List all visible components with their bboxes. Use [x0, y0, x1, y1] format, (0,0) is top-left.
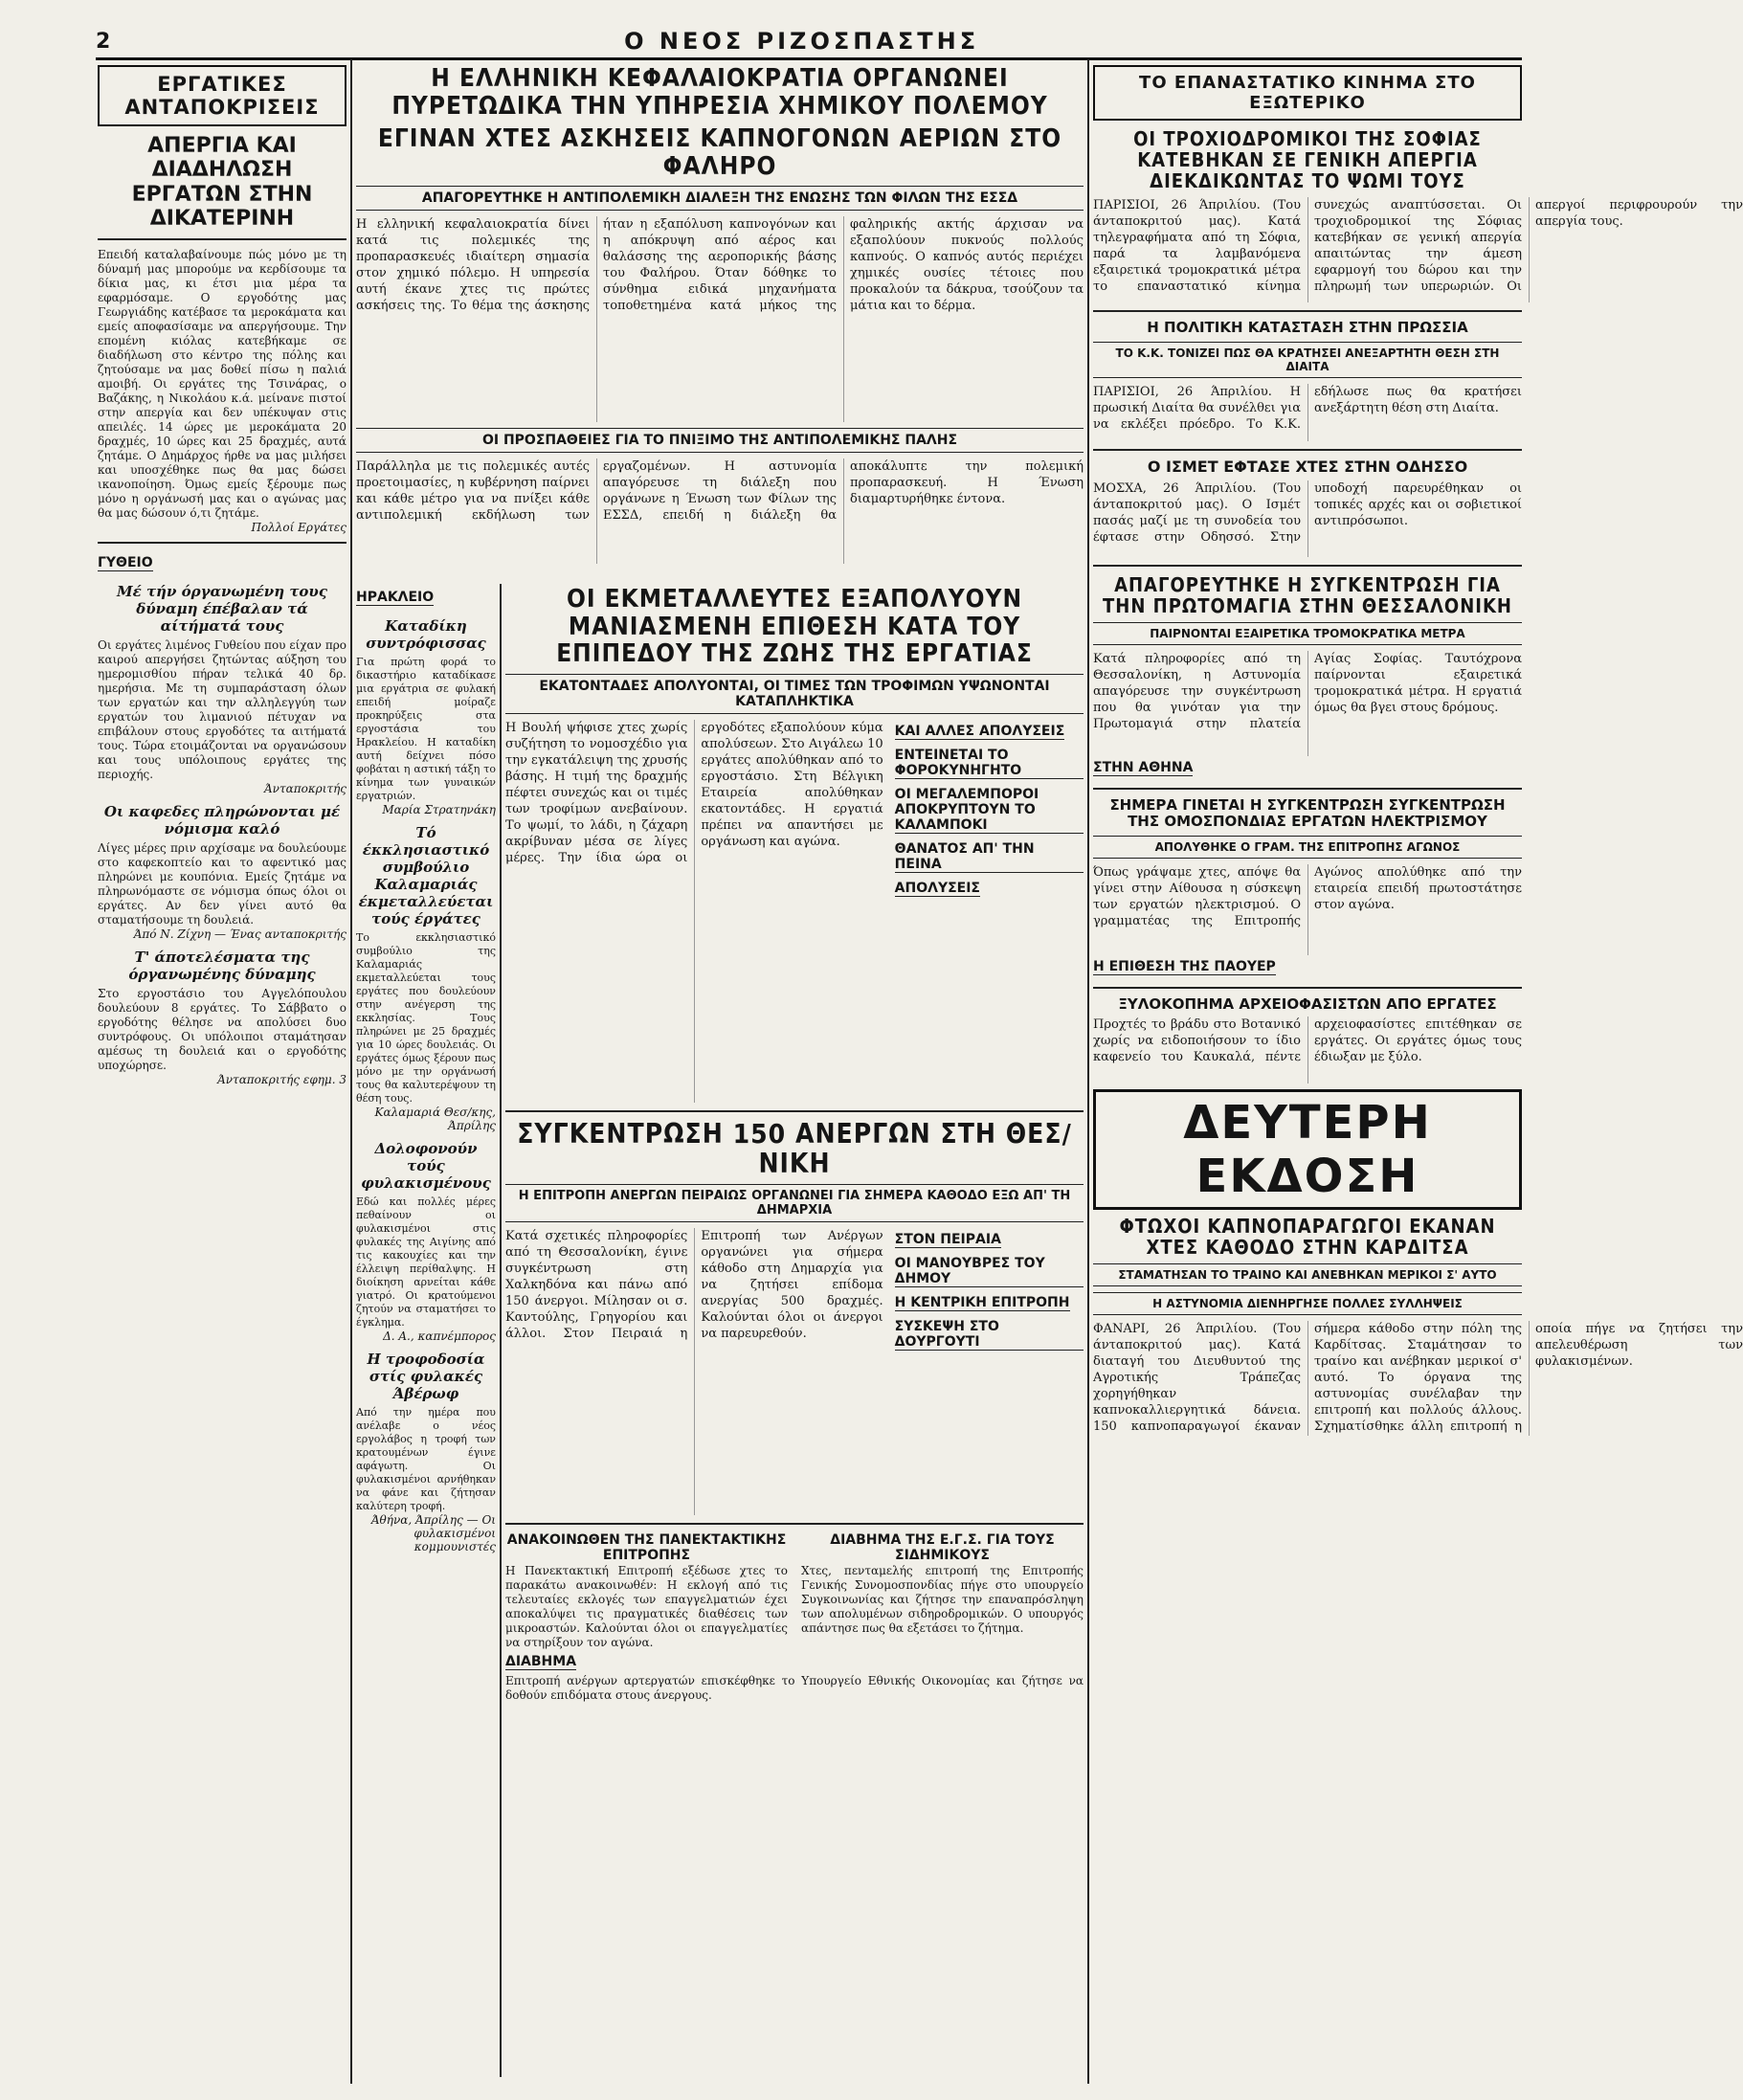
article-body: Επιτροπή ανέργων αρτεργατών επισκέφθηκε το Υπουργείο Εθνικής Οικονομίας και ζήτησε να δοθούν επιδόματα στους άνεργους. [505, 1673, 1084, 1702]
side-head: ΕΝΤΕΙΝΕΤΑΙ ΤΟ ΦΟΡΟΚΥΝΗΓΗΤΟ [895, 748, 1084, 779]
newspaper-title: Ο ΝΕΟΣ ΡΙΖΟΣΠΑΣΤΗΣ [624, 28, 980, 55]
article-body: Στο εργοστάσιο του Αγγελόπουλου δουλεύουν 8 εργάτες. Το Σάββατο ο εργοδότης θέλησε να απολύσει δυο συντρόφους. Οι υπόλοιποι σταμάτησαν αμέσως τη δουλειά και ο εργοδότης υποχώρησε. [98, 987, 346, 1073]
article-body: Επειδή καταλαβαίνουμε πώς μόνο με τη δύναμή μας μπορούμε να κερδίσουμε τα δίκια μας, κι έτσι μια μέρα τα εφαρμόσαμε. Ο εργοδότης μας Γεωργιάδης κατέβασε τα μεροκάματα και εμείς αποφασίσαμε να απεργήσουμε. Την επομένη κιόλας κατεβήκαμε σε διαδήλωση στο κέντρο της πόλης και ζητούσαμε να μας δοθεί πίσω η παλιά αμοιβή. Οι εργάτες της Τσινάρας, ο Βαζάκης, η Νικολάου κ.ά. μείνανε πιστοί στην απεργία και δεν υπέκυψαν στις απειλές. 14 ώρες με μεροκάματα 20 δραχμές, 10 ώρες και 25 δραχμές, αυτά ζητάμε. Ο Δημάρχος ήρθε να μας μιλήσει και υποσχέθηκε πως θα μας δώσει ικανοποίηση. Όμως εμείς ξέρουμε πως μόνο η οργάνωσή μας και ο αγώνας μας θα μας δώσουν ό,τι ζητάμε. [98, 248, 346, 521]
section-head: ΓΥΘΕΙΟ [98, 555, 153, 571]
article-body: Από την ημέρα που ανέλαβε ο νέος εργολάβος η τροφή των κρατουμένων έγινε αφάγωτη. Οι φυλακισμένοι αρνήθηκαν να φάνε και ζήτησαν καλύτερη τροφή. [356, 1406, 496, 1512]
column-rule [1087, 59, 1089, 2084]
article-body: Όπως γράψαμε χτες, απόψε θα γίνει στην Αίθουσα η σύσκεψη των εργατών ηλεκτρισμού. Ο γραμματέας της Επιτροπής Αγώνος απολύθηκε από την εταιρεία επειδή πρωτοστάτησε στον αγώνα. [1093, 865, 1522, 929]
announcement-body: Η Πανεκτακτική Επιτροπή εξέδωσε χτες το παρακάτω ανακοινωθέν: Η εκλογή από τις τελευταίες εκλογές των επαγγελματιών έχει αποκαλύψει τις πραγματικές διαθέσεις των μικροαστών. Καλούνται όλοι οι επαγγελματίες να στηρίξουν τον αγώνα. [505, 1563, 788, 1649]
divider [505, 1110, 1084, 1112]
mid-left-column [356, 586, 496, 2079]
headline: ΟΙ ΕΚΜΕΤΑΛΛΕΥΤΕΣ ΕΞΑΠΟΛΥΟΥΝ ΜΑΝΙΑΣΜΕΝΗ ΕΠΙΘΕΣΗ ΚΑΤΑ ΤΟΥ ΕΠΙΠΕΔΟΥ ΤΗΣ ΖΩΗΣ ΤΗΣ ΕΡΓΑΤΙΑΣ [556, 585, 1033, 669]
subheadline: Η ΕΠΙΤΡΟΠΗ ΑΝΕΡΓΩΝ ΠΕΙΡΑΙΩΣ ΟΡΓΑΝΩΝΕΙ ΓΙΑ ΣΗΜΕΡΑ ΚΑΘΟΔΟ ΕΞΩ ΑΠ' ΤΗ ΔΗΜΑΡΧΙΑ [505, 1184, 1084, 1222]
center-top [356, 65, 1084, 582]
side-head: ΚΑΙ ΑΛΛΕΣ ΑΠΟΛΥΣΕΙΣ [894, 723, 1065, 739]
signature: Δ. Α., καπνέμπορος [383, 1329, 496, 1343]
divider [1093, 788, 1522, 790]
subheadline: ΟΙ ΠΡΟΣΠΑΘΕΙΕΣ ΓΙΑ ΤΟ ΠΝΙΞΙΜΟ ΤΗΣ ΑΝΤΙΠΟΛΕΜΙΚΗΣ ΠΑΛΗΣ [356, 428, 1084, 453]
divider [98, 238, 346, 240]
headline: Η ΕΛΛΗΝΙΚΗ ΚΕΦΑΛΑΙΟΚΡΑΤΙΑ ΟΡΓΑΝΩΝΕΙ ΠΥΡΕΤΩΔΙΚΑ ΤΗΝ ΥΠΗΡΕΣΙΑ ΧΗΜΙΚΟΥ ΠΟΛΕΜΟΥ [391, 64, 1048, 121]
right-column [1093, 65, 1743, 2085]
divider [505, 1523, 1084, 1525]
article-body: Η Βουλή ψήφισε χτες χωρίς συζήτηση το νομοσχέδιο για την εγκατάλειψη της χρυσής βάσης. Η τιμή της δραχμής πέφτει συνεχώς και οι τιμές των τροφίμων ανεβαίνουν. Το ψωμί, το λάδι, η ζάχαρη ακρίβυναν μέσα σε λίγες μέρες. Την ίδια ώρα οι εργοδότες εξαπολύουν κύμα απολύσεων. Στο Αιγάλεω 10 εργάτες απολύθηκαν από το εργοστάσιο. Στη Βέλγικη Εταιρεία απολύθηκαν εκατοντάδες. Η εργατιά πρέπει να απαντήσει με οργάνωση και αγώνα. [505, 720, 883, 865]
headline: ΣΥΓΚΕΝΤΡΩΣΗ 150 ΑΝΕΡΓΩΝ ΣΤΗ ΘΕΣ/ΝΙΚΗ [517, 1117, 1072, 1179]
side-head: ΘΑΝΑΤΟΣ ΑΠ' ΤΗΝ ΠΕΙΝΑ [895, 841, 1084, 873]
subheadline: ΠΑΙΡΝΟΝΤΑΙ ΕΞΑΙΡΕΤΙΚΑ ΤΡΟΜΟΚΡΑΤΙΚΑ ΜΕΤΡΑ [1093, 622, 1522, 645]
article-block [505, 1228, 1084, 1515]
article-body: ΦΑΝΑΡΙ, 26 Άπριλίου. (Του άνταποκριτού μας). Κατά διαταγή του Διευθυντού της Αγροτικής Τράπεζας χορηγήθηκαν καπνοκαλλιεργητικά δάνεια. 150 καπνοπαραγωγοί έκαναν σήμερα κάθοδο στην πόλη της Καρδίτσας. Σταμάτησαν το τραίνο και ανέβηκαν μερικοί σ' αυτό. Το όργανα της αστυνομίας συνέλαβαν την επιτροπή και πολλούς άλλους. Σχηματίσθηκε άλλη επιτροπή η οποία πήγε να ζητήσει την απελευθέρωση των φυλακισμένων. [1093, 1322, 1743, 1435]
article-title: Η τροφοδοσία στίς φυλακές Άβέρωφ [367, 1351, 485, 1402]
divider [1093, 987, 1522, 989]
article-title: Καταδίκη συντρόφισσας [366, 617, 486, 652]
article-block [505, 720, 1084, 1103]
subheadline: ΣΤΑΜΑΤΗΣΑΝ ΤΟ ΤΡΑΙΝΟ ΚΑΙ ΑΝΕΒΗΚΑΝ ΜΕΡΙΚΟΙ Σ' ΑΥΤΟ [1093, 1263, 1522, 1286]
memorandum-title: ΔΙΑΒΗΜΑ ΤΗΣ Ε.Γ.Σ. ΓΙΑ ΤΟΥΣ ΣΙΔΗΜΙΚΟΥΣ [830, 1532, 1055, 1564]
divider [1093, 310, 1522, 312]
section-head: ΗΡΑΚΛΕΙΟ [356, 590, 435, 605]
side-head: ΣΤΟΝ ΠΕΙΡΑΙΑ [894, 1232, 1001, 1248]
headline: ΟΙ ΤΡΟΧΙΟΔΡΟΜΙΚΟΙ ΤΗΣ ΣΟΦΙΑΣ ΚΑΤΕΒΗΚΑΝ ΣΕ ΓΕΝΙΚΗ ΑΠΕΡΓΙΑ ΔΙΕΚΔΙΚΩΝΤΑΣ ΤΟ ΨΩΜΙ ΤΟΥΣ [1133, 127, 1482, 192]
section-banner: ΕΡΓΑΤΙΚΕΣ ΑΝΤΑΠΟΚΡΙΣΕΙΣ [98, 65, 346, 126]
column-rule [350, 59, 352, 2084]
article-body: ΜΟΣΧΑ, 26 Άπριλίου. (Του άνταποκριτού μας). Ο Ισμέτ πασάς μαζί με τη συνοδεία του έφτασε στην Οδησσό. Στην υποδοχή παρευρέθηκαν οι τοπικές αρχές και οι σοβιετικοί αντιπρόσωποι. [1093, 480, 1522, 545]
signature: Άθήνα, Άπρίλης — Οι φυλακισμένοι κομμουνιστές [370, 1513, 496, 1553]
article-title: Τό έκκλησιαστικό συμβούλιο Καλαμαριάς έκμεταλλεύεται τούς έργάτες [358, 824, 494, 927]
article-body: Εδώ και πολλές μέρες πεθαίνουν οι φυλακισμένοι στις φυλακές της Αιγίνης από τις κακουχίες και την έλλειψη περίθαλψης. Η διοίκηση αρνείται κάθε γιατρό. Οι κρατούμενοι ζητούν να σταματήσει το έγκλημα. [356, 1195, 496, 1329]
headline: ΞΥΛΟΚΟΠΗΜΑ ΑΡΧΕΙΟΦΑΣΙΣΤΩΝ ΑΠΟ ΕΡΓΑΤΕΣ [1118, 995, 1497, 1014]
article-body: Προχτές το βράδυ στο Βοτανικό χωρίς να ειδοποιήσουν το ίδιο καφενείο του Καυκαλά, πέντε αρχειοφασίστες επιτέθηκαν σε εργάτες. Οι εργάτες όμως τους έδιωξαν με ξύλο. [1093, 1017, 1522, 1065]
article-title: Τ' άποτελέσματα της όργανωμένης δύναμης [128, 949, 316, 984]
headline: ΣΗΜΕΡΑ ΓΙΝΕΤΑΙ Η ΣΥΓΚΕΝΤΡΩΣΗ ΣΥΓΚΕΝΤΡΩΣΗ ΤΗΣ ΟΜΟΣΠΟΝΔΙΑΣ ΕΡΓΑΤΩΝ ΗΛΕΚΤΡΙΣΜΟΥ [1109, 795, 1506, 830]
signature: Πολλοί Εργάτες [251, 521, 346, 535]
divider [1093, 565, 1522, 567]
side-head: ΑΠΟΛΥΣΕΙΣ [894, 880, 980, 896]
side-head: Η ΕΠΙΘΕΣΗ ΤΗΣ ΠΑΟΥΕΡ [1093, 959, 1276, 975]
headline: ΑΠΕΡΓΙΑ ΚΑΙ ΔΙΑΔΗΛΩΣΗ ΕΡΓΑΤΩΝ ΣΤΗΝ ΔΙΚΑΤΕΡΙΝΗ [131, 134, 313, 231]
small-heads [895, 1228, 1084, 1515]
column-rule [500, 584, 502, 2077]
signature: Καλαμαριά Θεσ/κης, Άπρίλης [374, 1106, 496, 1132]
article-body: Η ελληνική κεφαλαιοκρατία δίνει κατά τις πολεμικές της προπαρασκευές ιδιαίτερη σημασία στον χημικό πόλεμο. Η υπηρεσία αυτή έκανε χτες τις πρώτες ασκήσεις της. Το θέμα της άσκησης ήταν η εξαπόλυση καπνογόνων και η απόκρυψη από αέρος και θαλάσσης της αεροπορικής βάσης του Φαλήρου. Όταν δόθηκε το σύνθημα ειδικά μηχανήματα τοποθετημένα κατά μήκος της φαληρικής ακτής άρχισαν να εξαπολύουν πυκνούς πολλούς καπνούς. Ο καπνός αυτός περιέχει χημικές ουσίες τέτοιες που προκαλούν τα δάκρυα, τσούζουν τα μάτια και το δέρμα. [356, 217, 1084, 314]
subheadline: ΑΠΑΓΟΡΕΥΤΗΚΕ Η ΑΝΤΙΠΟΛΕΜΙΚΗ ΔΙΑΛΕΞΗ ΤΗΣ ΕΝΩΣΗΣ ΤΩΝ ΦΙΛΩΝ ΤΗΣ ΕΣΣΔ [356, 186, 1084, 211]
signature: Άνταποκριτής [264, 782, 346, 796]
side-head: ΣΤΗΝ ΑΘΗΝΑ [1093, 759, 1194, 775]
divider [98, 542, 346, 544]
subheadline: ΕΚΑΤΟΝΤΑΔΕΣ ΑΠΟΛΥΟΝΤΑΙ, ΟΙ ΤΙΜΕΣ ΤΩΝ ΤΡΟΦΙΜΩΝ ΥΨΩΝΟΝΤΑΙ ΚΑΤΑΠΛΗΚΤΙΚΑ [505, 674, 1084, 714]
memorandum [801, 1532, 1084, 1649]
announcement [505, 1532, 788, 1649]
side-head: ΟΙ ΜΑΝΟΥΒΡΕΣ ΤΟΥ ΔΗΜΟΥ [895, 1256, 1084, 1287]
subheadline: ΤΟ Κ.Κ. ΤΟΝΙΖΕΙ ΠΩΣ ΘΑ ΚΡΑΤΗΣΕΙ ΑΝΕΞΑΡΤΗΤΗ ΘΕΣΗ ΣΤΗ ΔΙΑΙΤΑ [1093, 342, 1522, 378]
subheadline: Η ΑΣΤΥΝΟΜΙΑ ΔΙΕΝΗΡΓΗΣΕ ΠΟΛΛΕΣ ΣΥΛΛΗΨΕΙΣ [1093, 1292, 1522, 1315]
center-bottom [505, 586, 1084, 2079]
signature: Άνταποκριτής εφημ. 3 [217, 1073, 346, 1087]
side-head: ΔΙΑΒΗΜΑ [505, 1653, 577, 1669]
article-body: Παράλληλα με τις πολεμικές αυτές προετοιμασίες, η κυβέρνηση παίρνει και κάθε μέτρο για να πνίξει κάθε αντιπολεμική εκδήλωση των εργαζομένων. Η αστυνομία απαγόρευσε τη διάλεξη που οργάνωνε η Ένωση των Φίλων της ΕΣΣΔ, επειδή η διάλεξη θα αποκάλυπτε την πολεμική προπαρασκευή. Η Ένωση διαμαρτυρήθηκε έντονα. [356, 459, 1084, 524]
article-body: Κατά σχετικές πληροφορίες από τη Θεσσαλονίκη, έγινε συγκέντρωση στη Χαλκηδόνα και πάνω από 150 άνεργοι. Μίλησαν οι σ. Καντούλης, Γρηγορίου και άλλοι. Στον Πειραιά η Επιτροπή των Ανέργων οργανώνει για σήμερα κάθοδο στη Δημαρχία για να ζητήσει επίδομα ανεργίας 500 δραχμές. Καλούνται όλοι οι άνεργοι να παρευρεθούν. [505, 1229, 883, 1342]
article-body: ΠΑΡΙΣΙΟΙ, 26 Άπριλίου. Η πρωσική Διαίτα θα συνέλθει για να εκλέξει πρόεδρο. Το Κ.Κ. εδήλωσε πως θα κρατήσει ανεξάρτητη θέση στη Διαίτα. [1093, 385, 1522, 433]
article-body: Για πρώτη φορά το δικαστήριο καταδίκασε μια εργάτρια σε φυλακή επειδή μοίραζε προκηρύξεις στα εργοστάσια του Ηρακλείου. Η καταδίκη αυτή δείχνει πόσο φοβάται η αστική τάξη το κίνημα των γυναικών εργατριών. [356, 656, 496, 802]
page-number: 2 [96, 29, 111, 54]
memorandum-body: Χτες, πενταμελής επιτροπή της Επιτροπής Γενικής Συνομοσπονδίας πήγε στο υπουργείο Συγκοινωνίας και ζήτησε την επαναπρόσληψη των απολυμένων σιδηροδρομικών. Ο υπουργός απάντησε πως θα εξετάσει το ζήτημα. [801, 1563, 1084, 1635]
announcement-title: ΑΝΑΚΟΙΝΩΘΕΝ ΤΗΣ ΠΑΝΕΚΤΑΚΤΙΚΗΣ ΕΠΙΤΡΟΠΗΣ [506, 1532, 787, 1564]
article-title: Δολοφονούν τούς φυλακισμένους [361, 1140, 491, 1192]
article-title: Μέ τήν όργανωμένη τους δύναμη έπέβαλαν τά αίτήματά τους [117, 583, 327, 636]
signature: Μαρία Στρατηνάκη [382, 803, 496, 816]
headline: ΑΠΑΓΟΡΕΥΤΗΚΕ Η ΣΥΓΚΕΝΤΡΩΣΗ ΓΙΑ ΤΗΝ ΠΡΩΤΟΜΑΓΙΑ ΣΤΗΝ ΘΕΣΣΑΛΟΝΙΚΗ [1103, 572, 1512, 617]
side-head: Η ΚΕΝΤΡΙΚΗ ΕΠΙΤΡΟΠΗ [894, 1295, 1070, 1311]
headline: Η ΠΟΛΙΤΙΚΗ ΚΑΤΑΣΤΑΣΗ ΣΤΗΝ ΠΡΩΣΣΙΑ [1147, 319, 1468, 336]
article-body: Το εκκλησιαστικό συμβούλιο της Καλαμαριάς εκμεταλλεύεται τους εργάτες που δουλεύουν στην ανέγερση της εκκλησίας. Τους πληρώνει με 25 δραχμές για 10 ώρες δουλειάς. Οι εργάτες όμως ξέρουν πως μόνο με την οργάνωσή τους θα καλυτερέψουν τη θέση τους. [356, 931, 496, 1105]
side-head: ΟΙ ΜΕΓΑΛΕΜΠΟΡΟΙ ΑΠΟΚΡΥΠΤΟΥΝ ΤΟ ΚΑΛΑΜΠΟΚΙ [895, 787, 1084, 834]
subheadline: ΑΠΟΛΥΘΗΚΕ Ο ΓΡΑΜ. ΤΗΣ ΕΠΙΤΡΟΠΗΣ ΑΓΩΝΟΣ [1093, 836, 1522, 859]
article-body: ΠΑΡΙΣΙΟΙ, 26 Άπριλίου. (Του άνταποκριτού μας). Κατά τηλεγραφήματα από τη Σόφια, παρά τα λαμβανόμενα εξαιρετικά τρομοκρατικά μέτρα το επαναστατικό κίνημα συνεχώς αναπτύσσεται. Οι τροχιοδρομικοί της Σόφιας κατεβήκαν σε γενική απεργία απαιτώντας την άμεση εφαρμογή του δώρου και την πληρωμή των υπερωριών. Οι απεργοί περιφρουρούν την απεργία τους. [1093, 198, 1743, 294]
headline: ΦΤΩΧΟΙ ΚΑΠΝΟΠΑΡΑΓΩΓΟΙ ΕΚΑΝΑΝ ΧΤΕΣ ΚΑΘΟΔΟ ΣΤΗΝ ΚΑΡΔΙΤΣΑ [1119, 1215, 1496, 1260]
divider [1093, 449, 1522, 451]
signature: Άπό Ν. Ζίχνη — Ένας ανταποκριτής [133, 927, 346, 942]
left-column [98, 65, 346, 2085]
section-banner: ΤΟ ΕΠΑΝΑΣΤΑΤΙΚΟ ΚΙΝΗΜΑ ΣΤΟ ΕΞΩΤΕΡΙΚΟ [1093, 65, 1522, 121]
headline: Ο ΙΣΜΕΤ ΕΦΤΑΣΕ ΧΤΕΣ ΣΤΗΝ ΟΔΗΣΣΟ [1147, 458, 1468, 477]
side-head: ΣΥΣΚΕΨΗ ΣΤΟ ΔΟΥΡΓΟΥΤΙ [895, 1319, 1084, 1351]
headline: ΕΓΙΝΑΝ ΧΤΕΣ ΑΣΚΗΣΕΙΣ ΚΑΠΝΟΓΟΝΩΝ ΑΕΡΙΩΝ ΣΤΟ ΦΑΛΗΡΟ [377, 124, 1062, 181]
side-heads [895, 720, 1084, 1103]
second-edition-banner: ΔΕΥΤΕΡΗ ΕΚΔΟΣΗ [1093, 1089, 1522, 1210]
article-body: Κατά πληροφορίες από τη Θεσσαλονίκη, η Αστυνομία απαγόρευσε την συγκέντρωση που θα γινόταν για την Πρωτομαγιά στην πλατεία Αγίας Σοφίας. Ταυτόχρονα παίρνονται εξαιρετικά τρομοκρατικά μέτρα. Η εργατιά όμως θα βγει στους δρόμους. [1093, 651, 1522, 731]
masthead [96, 25, 1522, 60]
article-body: Λίγες μέρες πριν αρχίσαμε να δουλεύουμε στο καφεκοπτείο και το αφεντικό μας πληρώνει με κουπόνια. Εμείς ζητάμε να πληρωνόμαστε σε νόμισμα όπως όλοι οι εργάτες. Αν δεν γίνει αυτό θα σταματήσουμε τη δουλειά. [98, 841, 346, 927]
article-title: Οι καφεδες πληρώνονται μέ νόμισμα καλό [103, 803, 341, 838]
article-body: Οι εργάτες λιμένος Γυθείου που είχαν προ καιρού απεργήσει ζητώντας αύξηση του ημερομισθίου πήραν τελικά 40 δρ. ημερήσια. Με τη συμπαράσταση όλων των εργατών και την αλληλεγγύη των εργατών του λιμανιού πέτυχαν να επιβάλουν στους εργοδότες τα αιτήματά τους. Τώρα ετοιμάζονται να οργανώσουν και τους υπόλοιπους εργάτες της περιοχής. [98, 638, 346, 782]
article-block [505, 1532, 1084, 1649]
